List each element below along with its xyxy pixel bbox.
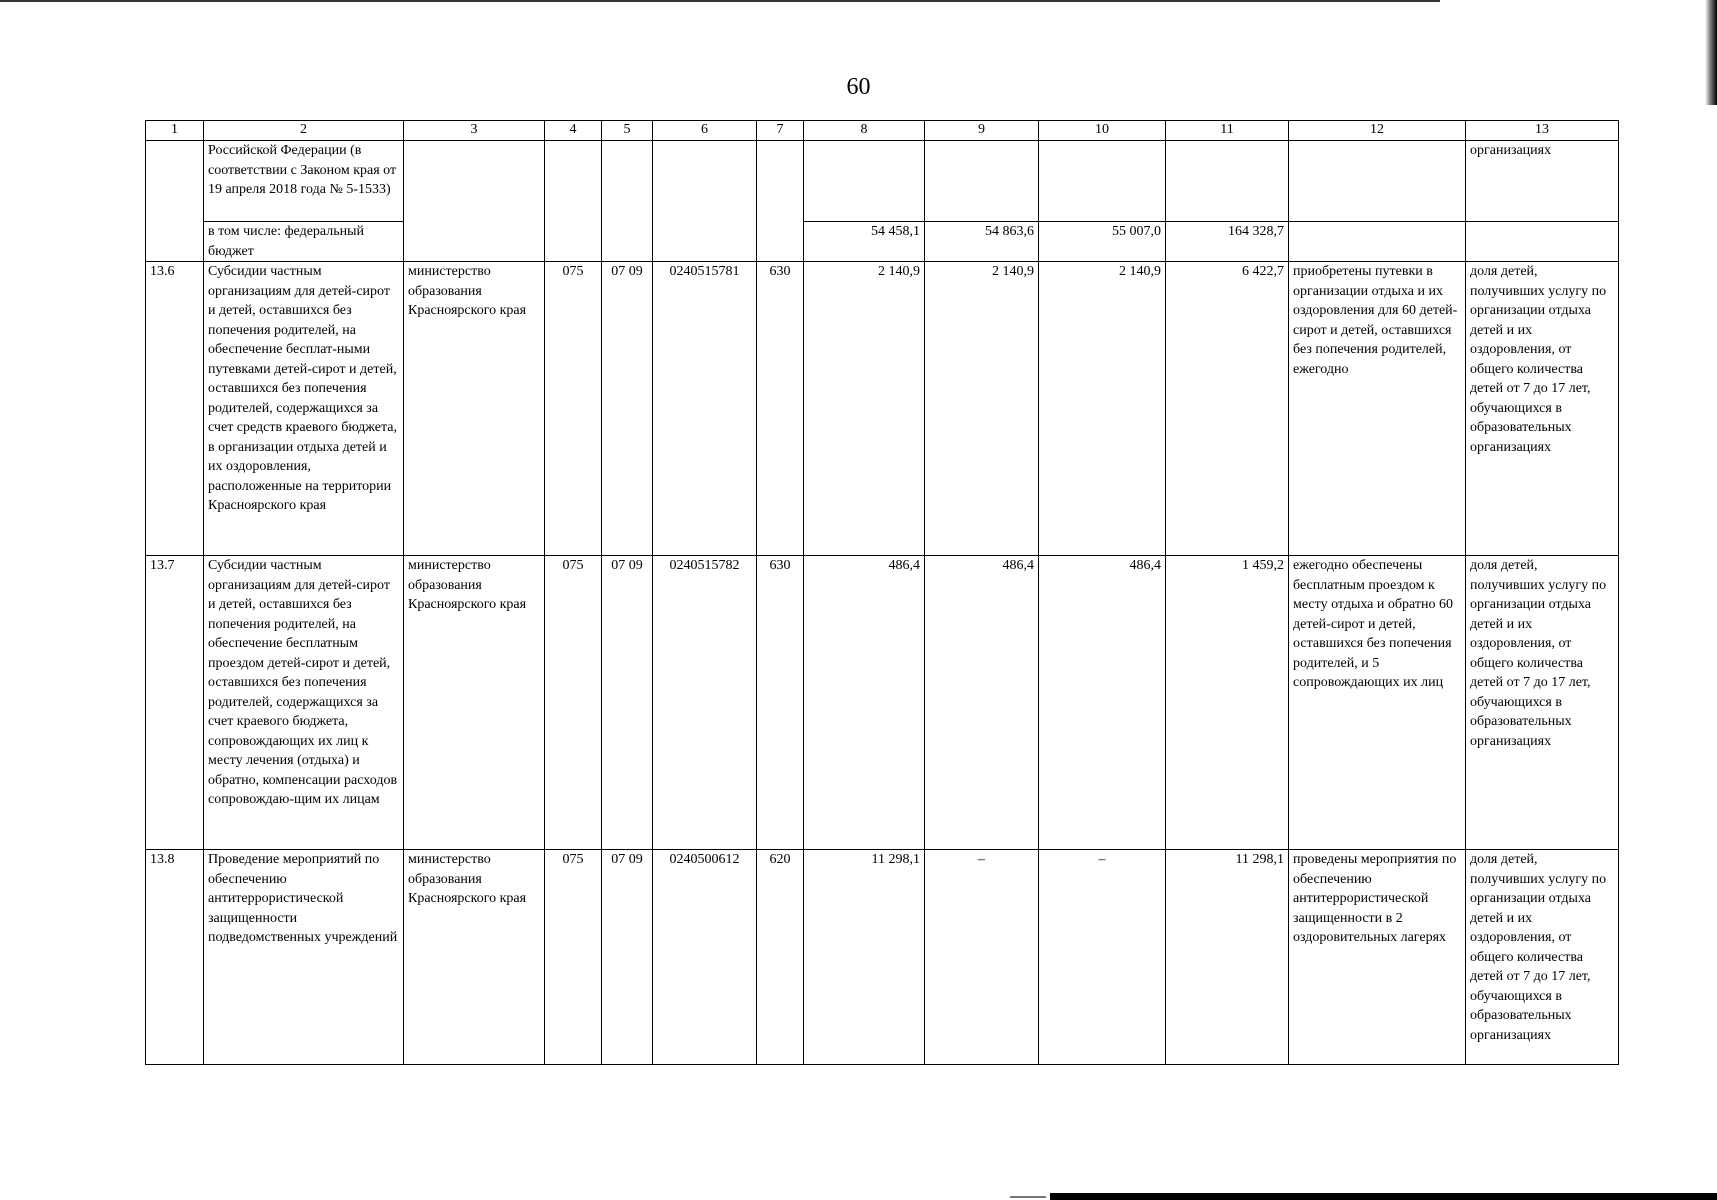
column-number: 9	[925, 121, 1039, 141]
column-number: 5	[602, 121, 653, 141]
table-cell-vr: 620	[757, 850, 804, 1065]
continuation-subrow	[146, 222, 1619, 262]
table-cell-executor: министерство образования Красноярского края	[404, 556, 545, 850]
table-cell-id: 13.8	[146, 850, 204, 1065]
table-cell-total: 11 298,1	[1166, 850, 1289, 1065]
table-cell-result	[1289, 222, 1466, 262]
column-number: 7	[757, 121, 804, 141]
table-cell-id	[146, 141, 204, 262]
table-row	[146, 262, 1619, 556]
column-number: 1	[146, 121, 204, 141]
column-number: 2	[204, 121, 404, 141]
column-number: 3	[404, 121, 545, 141]
table-cell-year3: 2 140,9	[1039, 262, 1166, 556]
table-cell-executor: министерство образования Красноярского края	[404, 850, 545, 1065]
table-cell-csr: 0240500612	[653, 850, 757, 1065]
scan-edge-bottom-fragment	[1010, 1196, 1046, 1198]
page-number: 60	[846, 74, 871, 100]
table-cell-executor	[404, 141, 545, 262]
table-cell-year2: 54 863,6	[925, 222, 1039, 262]
table-cell-result	[1289, 141, 1466, 222]
table-cell-vr: 630	[757, 262, 804, 556]
column-number: 6	[653, 121, 757, 141]
table-cell-id: 13.7	[146, 556, 204, 850]
table-cell-year2: 486,4	[925, 556, 1039, 850]
table-cell-year1: 11 298,1	[804, 850, 925, 1065]
column-number: 10	[1039, 121, 1166, 141]
table-cell-grbs: 075	[545, 850, 602, 1065]
table-cell-rzpr	[602, 141, 653, 262]
table-cell-total: 6 422,7	[1166, 262, 1289, 556]
table-cell-indicator: организациях	[1466, 141, 1619, 222]
table-cell-indicator: доля детей, получивших услугу по организации отдыха детей и их оздоровления, от общего количества детей от 7 до 17 лет, обучающихся в образовательных организациях	[1466, 556, 1619, 850]
column-numbers-row	[146, 121, 1619, 141]
table-cell-year1	[804, 141, 925, 222]
table-cell-description: Субсидии частным организациям для детей-сирот и детей, оставшихся без попечения родителей, на обеспечение бесплат-ными путевками детей-сирот и детей, оставшихся без попечения родителей, содержащихся за счет средств краевого бюджета, в организации отдыха детей и их оздоровления, расположенные на территории Красноярского края	[204, 262, 404, 556]
table-cell-year2	[925, 141, 1039, 222]
table-cell-year3	[1039, 141, 1166, 222]
table-cell-result: ежегодно обеспечены бесплатным проездом к месту отдыха и обратно 60 детей-сирот и детей, оставшихся без попечения родителей, и 5 сопровождающих их лиц	[1289, 556, 1466, 850]
table-cell-year3: 486,4	[1039, 556, 1166, 850]
table-cell-indicator	[1466, 222, 1619, 262]
table-cell-grbs	[545, 141, 602, 262]
table-cell-description: Российской Федерации (в соответствии с Законом края от 19 апреля 2018 года № 5-1533)	[204, 141, 404, 222]
table-cell-year1: 2 140,9	[804, 262, 925, 556]
table-cell-vr	[757, 141, 804, 262]
table-cell-grbs: 075	[545, 556, 602, 850]
column-number: 12	[1289, 121, 1466, 141]
continuation-row	[146, 141, 1619, 222]
table-cell-year2: 2 140,9	[925, 262, 1039, 556]
table-cell-total: 1 459,2	[1166, 556, 1289, 850]
table-cell-year1: 486,4	[804, 556, 925, 850]
table-cell-year2: –	[925, 850, 1039, 1065]
column-number: 4	[545, 121, 602, 141]
table-cell-executor: министерство образования Красноярского края	[404, 262, 545, 556]
table-cell-rzpr: 07 09	[602, 850, 653, 1065]
table-cell-year3: 55 007,0	[1039, 222, 1166, 262]
table-cell-indicator: доля детей, получивших услугу по организации отдыха детей и их оздоровления, от общего количества детей от 7 до 17 лет, обучающихся в образовательных организациях	[1466, 850, 1619, 1065]
table-cell-result: проведены мероприятия по обеспечению антитеррористической защищенности в 2 оздоровительных лагерях	[1289, 850, 1466, 1065]
table-cell-rzpr: 07 09	[602, 262, 653, 556]
table-cell-csr	[653, 141, 757, 262]
table-cell-rzpr: 07 09	[602, 556, 653, 850]
table-row	[146, 556, 1619, 850]
scan-edge-bottom	[1050, 1193, 1717, 1200]
scan-edge-top	[0, 0, 1440, 2]
column-number: 13	[1466, 121, 1619, 141]
table-cell-csr: 0240515782	[653, 556, 757, 850]
table-cell-vr: 630	[757, 556, 804, 850]
table-cell-csr: 0240515781	[653, 262, 757, 556]
table-cell-total	[1166, 141, 1289, 222]
table-cell-description: в том числе: федеральный бюджет	[204, 222, 404, 262]
program-activities-table	[145, 120, 1619, 1065]
table-cell-id: 13.6	[146, 262, 204, 556]
table-cell-description: Проведение мероприятий по обеспечению антитеррористической защищенности подведомственных учреждений	[204, 850, 404, 1065]
table-cell-grbs: 075	[545, 262, 602, 556]
column-number: 11	[1166, 121, 1289, 141]
table-row	[146, 850, 1619, 1065]
table-cell-description: Субсидии частным организациям для детей-сирот и детей, оставшихся без попечения родителей, на обеспечение бесплатным проездом детей-сирот и детей, оставшихся без попечения родителей, содержащихся за счет краевого бюджета, сопровождающих их лиц к месту лечения (отдыха) и обратно, компенсации расходов сопровождаю-щим их лицам	[204, 556, 404, 850]
table-cell-result: приобретены путевки в организации отдыха и их оздоровления для 60 детей-сирот и детей, оставшихся без попечения родителей, ежегодно	[1289, 262, 1466, 556]
column-number: 8	[804, 121, 925, 141]
table-cell-year1: 54 458,1	[804, 222, 925, 262]
table-cell-year3: –	[1039, 850, 1166, 1065]
table-cell-total: 164 328,7	[1166, 222, 1289, 262]
table-cell-indicator: доля детей, получивших услугу по организации отдыха детей и их оздоровления, от общего количества детей от 7 до 17 лет, обучающихся в образовательных организациях	[1466, 262, 1619, 556]
